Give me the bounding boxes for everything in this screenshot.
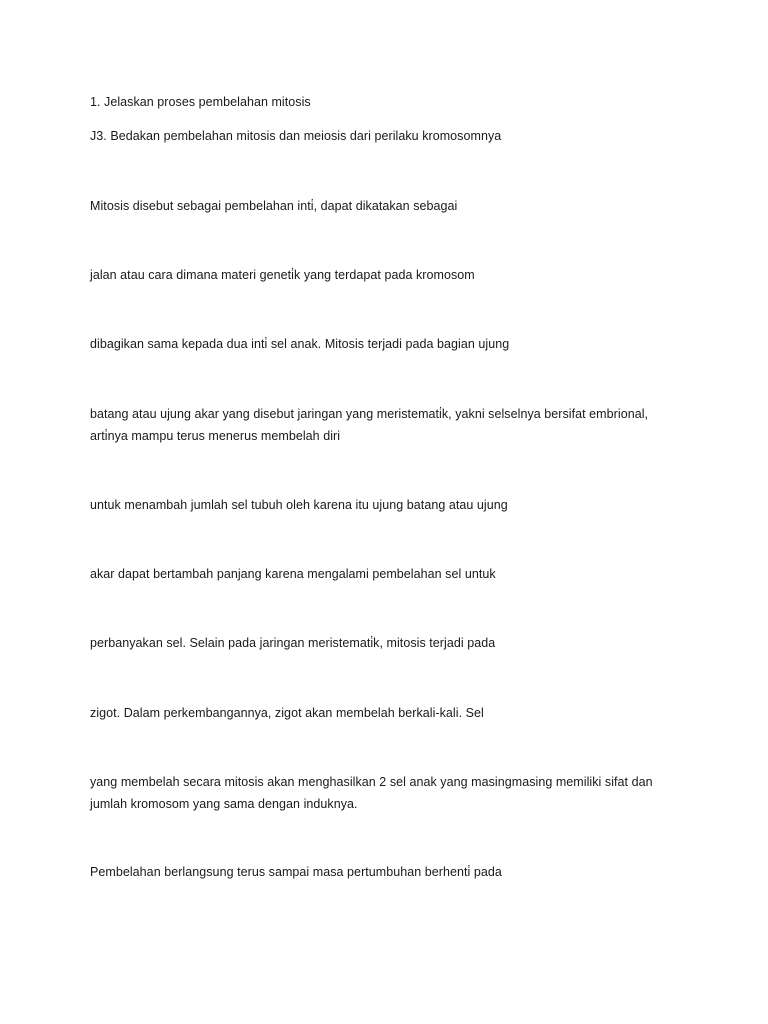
paragraph-line-5: untuk menambah jumlah sel tubuh oleh karena itu ujung batang atau ujung bbox=[90, 498, 508, 512]
paragraph-line-9: yang membelah secara mitosis akan menghasilkan 2 sel anak yang masingmasing memiliki sifat dan jumlah kromosom yang sama dengan induknya. bbox=[90, 775, 653, 811]
paragraph-line-3: dibagikan sama kepada dua inti̇ sel anak. Mitosis terjadi pada bagian ujung bbox=[90, 337, 510, 351]
question-3: J3. Bedakan pembelahan mitosis dan meiosis dari perilaku kromosomnya bbox=[90, 129, 502, 143]
paragraph-line-10: Pembelahan berlangsung terus sampai masa pertumbuhan berhenti̇ pada bbox=[90, 865, 502, 879]
question-1: 1. Jelaskan proses pembelahan mitosis bbox=[90, 95, 311, 109]
paragraph-line-6: akar dapat bertambah panjang karena mengalami pembelahan sel untuk bbox=[90, 567, 496, 581]
paragraph-line-4: batang atau ujung akar yang disebut jaringan yang meristemati̇k, yakni selselnya bersifat embrional, arti̇nya mampu terus menerus membelah diri bbox=[90, 407, 649, 443]
paragraph-line-7: perbanyakan sel. Selain pada jaringan meristemati̇k, mitosis terjadi pada bbox=[90, 636, 496, 650]
paragraph-line-2: jalan atau cara dimana materi geneti̇k yang terdapat pada kromosom bbox=[90, 268, 475, 282]
paragraph-line-8: zigot. Dalam perkembangannya, zigot akan membelah berkali-kali. Sel bbox=[90, 706, 484, 720]
paragraph-line-1: Mitosis disebut sebagai pembelahan inti̇, dapat dikatakan sebagai bbox=[90, 199, 458, 213]
